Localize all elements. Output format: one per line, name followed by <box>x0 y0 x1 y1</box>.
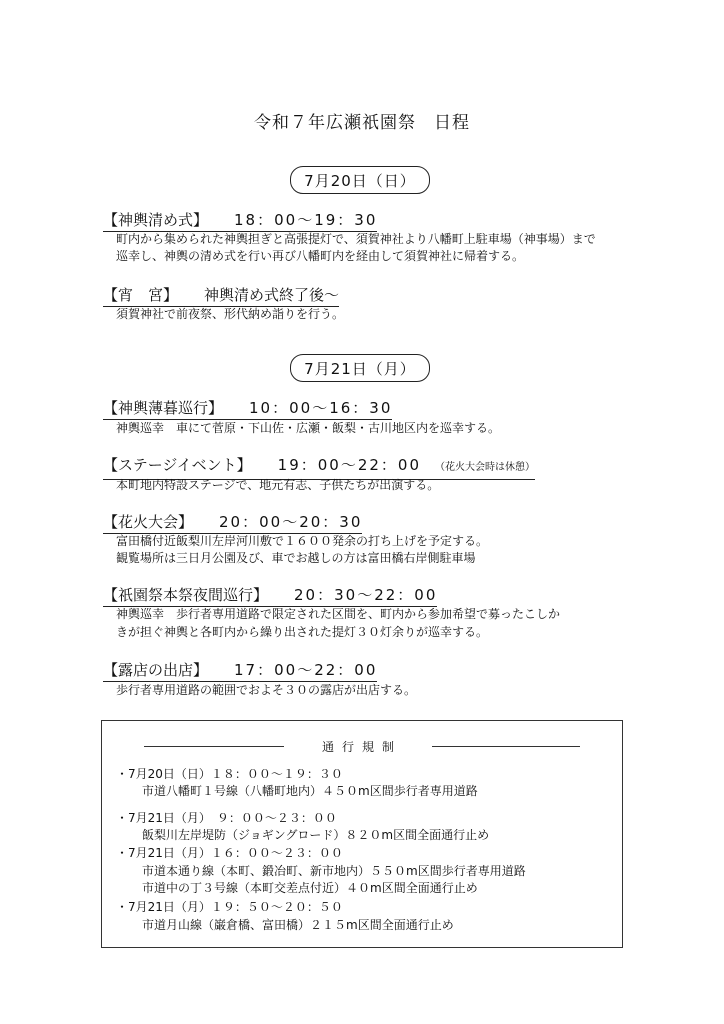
traffic-item-head: ・7月21日（月）１９：５０～２０：５０ <box>116 900 343 914</box>
event-description-line: 富田橋付近飯梨川左岸河川敷で１６００発余の打ち上げを予定する。 <box>116 534 489 548</box>
traffic-restrictions-box <box>101 720 623 948</box>
event-time: 17：00～22：00 <box>234 661 378 679</box>
date-box-day2: 7月21日（月） <box>290 354 430 382</box>
traffic-item-detail: 市道本通り線（本町、鍛冶町、新市地内）５５０m区間歩行者専用道路 <box>142 864 526 878</box>
event-time: 神輿清め式終了後～ <box>204 286 340 304</box>
event-name: 【神輿清め式】 <box>103 211 209 229</box>
traffic-item-head: ・7月21日（月） ９：００～２３：００ <box>116 811 337 825</box>
event-time: 20：00～20：30 <box>219 513 363 531</box>
event-time: 10：00～16：30 <box>249 399 393 417</box>
event-heading <box>103 512 362 534</box>
event-name: 【露店の出店】 <box>103 661 209 679</box>
date-box-day1: 7月20日（日） <box>290 166 430 194</box>
traffic-item-head: ・7月21日（月）１６：００～２３：００ <box>116 846 343 860</box>
traffic-item-detail: 飯梨川左岸堤防（ジョギングロード）８２０m区間全面通行止め <box>142 828 490 842</box>
event-time: 20：30～22：00 <box>294 586 438 604</box>
event-name: 【ステージイベント】 <box>103 456 252 474</box>
page-title: 令和７年広瀬祇園祭 日程 <box>254 113 470 133</box>
event-description-line: 町内から集められた神輿担ぎと高張提灯で、須賀神社より八幡町上駐車場（神事場）まで <box>116 232 596 246</box>
event-description-line: きが担ぐ神輿と各町内から繰り出された提灯３０灯余りが巡幸する。 <box>116 625 489 639</box>
event-name: 【神輿薄暮巡行】 <box>103 399 224 417</box>
traffic-item-detail: 市道月山線（巌倉橋、富田橋）２１５m区間全面通行止め <box>142 918 454 932</box>
traffic-title: 通行規制 <box>321 740 402 754</box>
event-note: （花火大会時は休憩） <box>435 462 536 473</box>
event-description-line: 歩行者専用道路の範囲でおよそ３０の露店が出店する。 <box>116 683 417 697</box>
traffic-item-head: ・7月20日（日）１８：００～１９：３０ <box>116 767 343 781</box>
event-name: 【祇園祭本祭夜間巡行】 <box>103 586 269 604</box>
event-heading <box>103 398 392 420</box>
event-heading <box>103 585 437 607</box>
event-name: 【宵 宮】 <box>103 286 179 304</box>
event-description-line: 巡幸し、神輿の清め式を行い再び八幡町内を経由して須賀神社に帰着する。 <box>116 249 525 263</box>
event-description-line: 観覧場所は三日月公園及び、車でお越しの方は富田橋右岸側駐車場 <box>116 551 476 565</box>
divider-line-right <box>432 746 580 747</box>
event-heading <box>103 285 339 307</box>
event-time: 19：00～22：00 <box>277 456 422 474</box>
event-description-line: 須賀神社で前夜祭、形代納め詣りを行う。 <box>116 307 345 321</box>
traffic-item-detail: 市道中の丁３号線（本町交差点付近）４０m区間全面通行止め <box>142 881 478 895</box>
event-time: 18：00～19：30 <box>234 211 378 229</box>
event-description-line: 神輿巡幸 歩行者専用道路で限定された区間を、町内から参加希望で募ったこしか <box>116 607 561 621</box>
event-heading <box>103 660 377 682</box>
event-heading <box>103 210 377 232</box>
traffic-item-detail: 市道八幡町１号線（八幡町地内）４５０m区間歩行者専用道路 <box>142 784 478 798</box>
event-description-line: 本町地内特設ステージで、地元有志、子供たちが出演する。 <box>116 478 440 492</box>
event-description-line: 神輿巡幸 車にて菅原・下山佐・広瀬・飯梨・古川地区内を巡幸する。 <box>116 421 501 435</box>
event-name: 【花火大会】 <box>103 513 194 531</box>
